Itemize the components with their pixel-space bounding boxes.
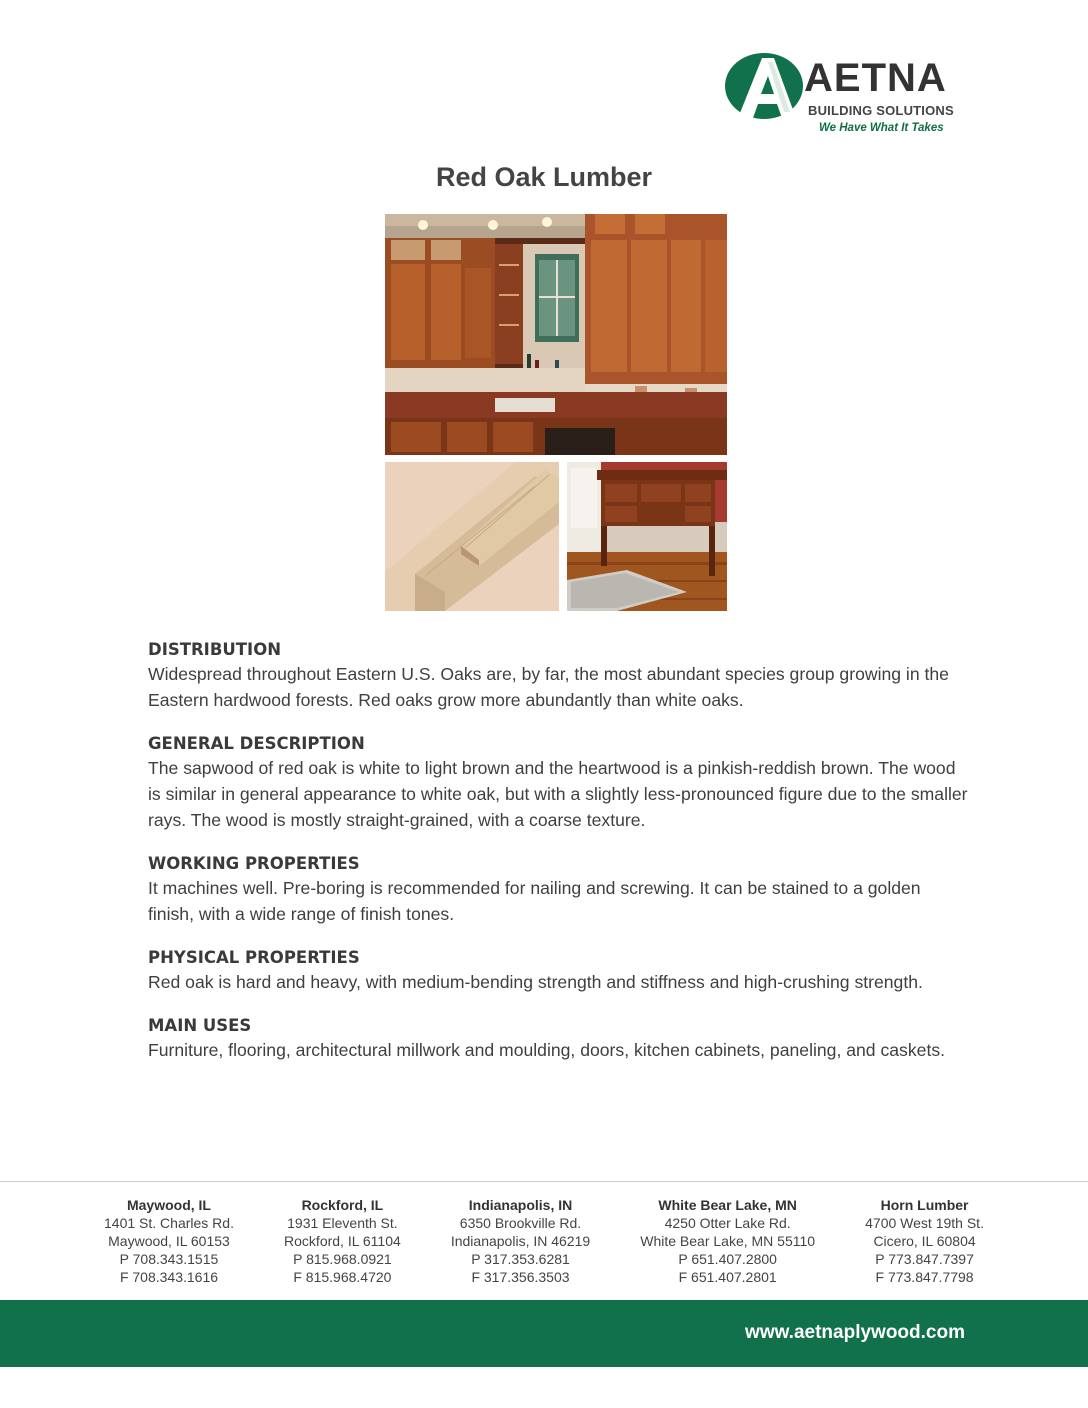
location-fax: F 317.356.3503 — [471, 1269, 570, 1285]
location-rockford — [284, 1196, 401, 1286]
section-main-uses — [148, 1014, 968, 1063]
location-name: Indianapolis, IN — [468, 1197, 573, 1213]
location-street: 6350 Brookville Rd. — [459, 1215, 582, 1231]
brand-name: AETNA — [804, 56, 947, 100]
location-indianapolis — [451, 1196, 590, 1286]
location-citystate: White Bear Lake, MN 55110 — [640, 1233, 816, 1249]
website-link[interactable]: www.aetnaplywood.com — [745, 1322, 965, 1343]
section-general-description — [148, 732, 968, 833]
section-heading: GENERAL DESCRIPTION — [148, 734, 365, 753]
content-sections — [148, 638, 968, 1082]
oak-desk-photo — [567, 462, 727, 611]
section-distribution — [148, 638, 968, 713]
location-citystate: Cicero, IL 60804 — [873, 1233, 976, 1249]
section-heading: MAIN USES — [148, 1016, 252, 1035]
location-citystate: Rockford, IL 61104 — [284, 1233, 401, 1249]
location-street: 1401 St. Charles Rd. — [104, 1215, 234, 1231]
oak-boards-photo — [385, 462, 559, 611]
location-citystate: Indianapolis, IN 46219 — [450, 1233, 591, 1249]
location-phone: P 773.847.7397 — [875, 1251, 974, 1267]
location-white-bear-lake — [640, 1196, 815, 1286]
location-street: 1931 Eleventh St. — [287, 1215, 398, 1231]
section-physical-properties — [148, 946, 968, 995]
location-street: 4700 West 19th St. — [865, 1215, 984, 1231]
location-phone: P 815.968.0921 — [293, 1251, 392, 1267]
section-working-properties — [148, 852, 968, 927]
section-heading: WORKING PROPERTIES — [148, 854, 360, 873]
location-phone: P 708.343.1515 — [119, 1251, 219, 1267]
section-heading: DISTRIBUTION — [148, 640, 282, 659]
location-fax: F 773.847.7798 — [875, 1269, 974, 1285]
location-citystate: Maywood, IL 60153 — [108, 1233, 230, 1249]
location-maywood — [104, 1196, 234, 1286]
location-fax: F 651.407.2801 — [678, 1269, 777, 1285]
footer-bar — [0, 1300, 1088, 1367]
footer-divider — [0, 1181, 1088, 1182]
location-street: 4250 Otter Lake Rd. — [664, 1215, 791, 1231]
location-phone: P 317.353.6281 — [471, 1251, 570, 1267]
page-title: Red Oak Lumber — [435, 162, 653, 192]
section-text: Widespread throughout Eastern U.S. Oaks are, by far, the most abundant species group growing in the Eastern hardwood forests. Red oaks grow more abundantly than white oaks. — [148, 664, 949, 710]
location-fax: F 708.343.1616 — [119, 1269, 219, 1285]
section-text: The sapwood of red oak is white to light brown and the heartwood is a pinkish-reddish brown. The wood is similar in general appearance to white oak, but with a slightly less-pronounced figure due to the smaller rays. The wood is mostly straight-grained, with a coarse texture. — [148, 758, 968, 830]
brand-tagline: We Have What It Takes — [819, 122, 944, 134]
kitchen-cabinets-photo — [385, 214, 727, 455]
location-phone: P 651.407.2800 — [678, 1251, 777, 1267]
location-name: White Bear Lake, MN — [658, 1197, 797, 1213]
location-fax: F 815.968.4720 — [293, 1269, 392, 1285]
location-name: Maywood, IL — [126, 1197, 211, 1213]
location-name: Horn Lumber — [880, 1197, 969, 1213]
locations-list — [104, 1196, 984, 1286]
company-logo — [724, 52, 974, 144]
section-text: Furniture, flooring, architectural millwork and moulding, doors, kitchen cabinets, paneling, and caskets. — [148, 1040, 946, 1060]
section-heading: PHYSICAL PROPERTIES — [148, 948, 360, 967]
location-name: Rockford, IL — [301, 1197, 384, 1213]
section-text: It machines well. Pre-boring is recommended for nailing and screwing. It can be stained to a golden finish, with a wide range of finish tones. — [148, 878, 921, 924]
aetna-a-logo-icon — [724, 52, 804, 120]
section-text: Red oak is hard and heavy, with medium-bending strength and stiffness and high-crushing strength. — [148, 972, 923, 992]
location-horn-lumber — [865, 1196, 984, 1286]
brand-subtitle: BUILDING SOLUTIONS — [808, 103, 954, 118]
